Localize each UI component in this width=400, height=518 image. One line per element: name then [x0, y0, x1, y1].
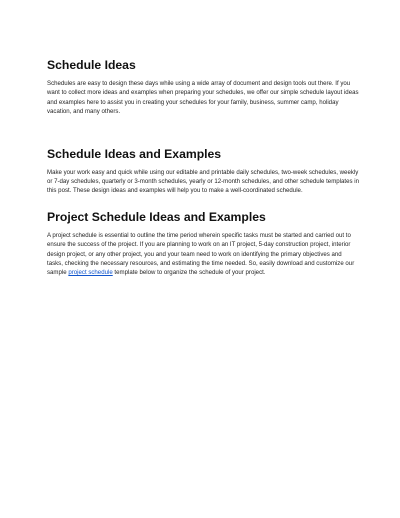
paragraph-text-after-link: template below to organize the schedule of your project.: [112, 269, 266, 277]
section-title-project-schedule-ideas: Project Schedule Ideas and Examples: [47, 209, 266, 224]
paragraph-text-before-link: A project schedule is essential to outline the time period wherein specific tasks must be started and carried out to ensure the success of the project. If you are planning to work on an IT project, 5-day construction project, interior design project, or any other project, you and your team need to work on identifying the primary objectives and tasks, checking the necessary resources, and estimating the time needed. So, easily download and customize our sample: [47, 231, 355, 277]
section-title-schedule-ideas: Schedule Ideas: [47, 58, 136, 72]
document-content: [47, 55, 359, 278]
section-title-schedule-ideas-and-examples: Schedule Ideas and Examples: [47, 146, 222, 161]
project-schedule-link[interactable]: project schedule: [68, 269, 113, 277]
section-body-schedule-ideas: Schedules are easy to design these days while using a wide array of document and design tools out there. If you want to collect more ideas and examples when preparing your schedules, we offer our simple schedule layout ideas and examples here to assist you in creating your schedules for your family, business, summer camp, holiday vacation, and many others.: [47, 80, 359, 116]
section-body-schedule-ideas-and-examples: Make your work easy and quick while using our editable and printable daily schedules, two-week schedules, weekly or 7-day schedules, quarterly or 3-month schedules, yearly or 12-month schedules, and other schedule templates in this post. These design ideas and examples will help you to make a well-coordinated schedule.: [47, 168, 359, 195]
section-body-project-schedule-ideas: [47, 231, 359, 278]
